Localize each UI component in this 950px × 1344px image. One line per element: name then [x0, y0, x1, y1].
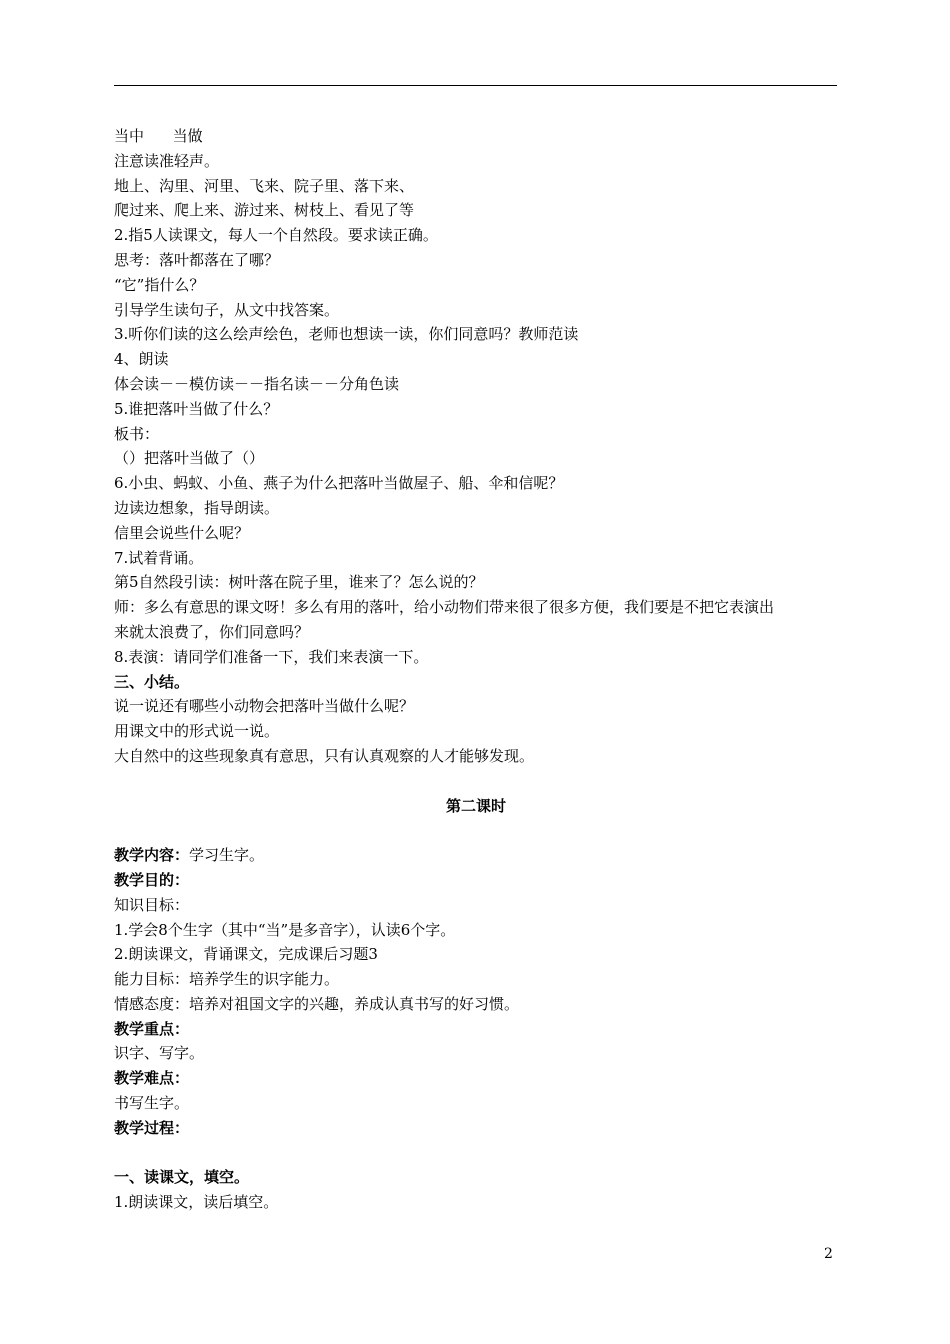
key-points-value: 识字、写字。 — [114, 1044, 205, 1063]
header-rule — [114, 85, 837, 86]
lesson1-steps — [114, 124, 838, 670]
text-line: 第5自然段引读：树叶落在院子里，谁来了？怎么说的？ — [114, 573, 484, 592]
summary-line: 说一说还有哪些小动物会把落叶当做什么呢？ — [114, 697, 415, 716]
text-line: 体会读－－模仿读－－指名读－－分角色读 — [114, 374, 400, 393]
text-line: 思考：落叶都落在了哪？ — [114, 250, 280, 269]
text-line: 6.小虫、蚂蚁、小鱼、燕子为什么把落叶当做屋子、船、伞和信呢？ — [114, 474, 564, 493]
goal-line: 1.学会8个生字（其中“当”是多音字），认读6个字。 — [114, 920, 456, 939]
teaching-content-label: 教学内容： — [114, 846, 190, 865]
goal-line: 情感态度：培养对祖国文字的兴趣，养成认真书写的好习惯。 — [114, 994, 520, 1013]
text-line: 8.表演：请同学们准备一下，我们来表演一下。 — [114, 647, 429, 666]
text-line: 爬过来、爬上来、游过来、树枝上、看见了等 — [114, 201, 415, 220]
text-line: 当中 当做 — [114, 127, 203, 145]
text-line: 来就太浪费了，你们同意吗？ — [114, 622, 310, 641]
text-line: 5.谁把落叶当做了什么？ — [114, 399, 279, 418]
text-line: 地上、沟里、河里、飞来、院子里、落下来、 — [114, 176, 415, 195]
text-line: 边读边想象，指导朗读。 — [114, 498, 280, 517]
goal-line: 能力目标：培养学生的识字能力。 — [114, 970, 340, 989]
section1-heading: 一、读课文，填空。 — [114, 1168, 250, 1187]
summary-lines — [114, 694, 838, 768]
text-line: 4、朗读 — [114, 350, 169, 369]
text-line: 师：多么有意思的课文呀！多么有用的落叶，给小动物们带来很了很多方便，我们要是不把它表演出 — [114, 598, 775, 617]
lesson2-title: 第二课时 — [445, 796, 506, 815]
text-line: （）把落叶当做了（） — [114, 449, 265, 468]
text-line: 信里会说些什么呢？ — [114, 523, 250, 542]
text-line: 7.试着背诵。 — [114, 548, 204, 567]
goal-line: 2.朗读课文，背诵课文，完成课后习题3 — [114, 945, 378, 964]
document-body — [114, 124, 838, 1215]
key-points-label: 教学重点： — [114, 1019, 190, 1038]
teaching-goals-label: 教学目的： — [114, 870, 190, 889]
teaching-goals — [114, 893, 838, 1017]
summary-line: 大自然中的这些现象真有意思，只有认真观察的人才能够发现。 — [114, 746, 535, 765]
text-line: 板书： — [114, 424, 160, 443]
section1-line: 1.朗读课文，读后填空。 — [114, 1193, 279, 1212]
difficulty-label: 教学难点： — [114, 1069, 190, 1088]
summary-heading: 三、小结。 — [114, 672, 190, 691]
text-line: 注意读准轻声。 — [114, 151, 220, 170]
goal-line: 知识目标： — [114, 895, 190, 914]
summary-line: 用课文中的形式说一说。 — [114, 722, 280, 741]
difficulty-value: 书写生字。 — [114, 1094, 190, 1113]
process-label: 教学过程： — [114, 1118, 190, 1137]
text-line: 引导学生读句子，从文中找答案。 — [114, 300, 340, 319]
teaching-content — [114, 843, 838, 868]
teaching-content-value: 学习生字。 — [189, 846, 265, 865]
text-line: “它”指什么？ — [114, 275, 205, 294]
text-line: 3.听你们读的这么绘声绘色，老师也想读一读，你们同意吗？教师范读 — [114, 325, 579, 344]
text-line: 2.指5人读课文，每人一个自然段。要求读正确。 — [114, 226, 438, 245]
page-number: 2 — [824, 1246, 833, 1262]
